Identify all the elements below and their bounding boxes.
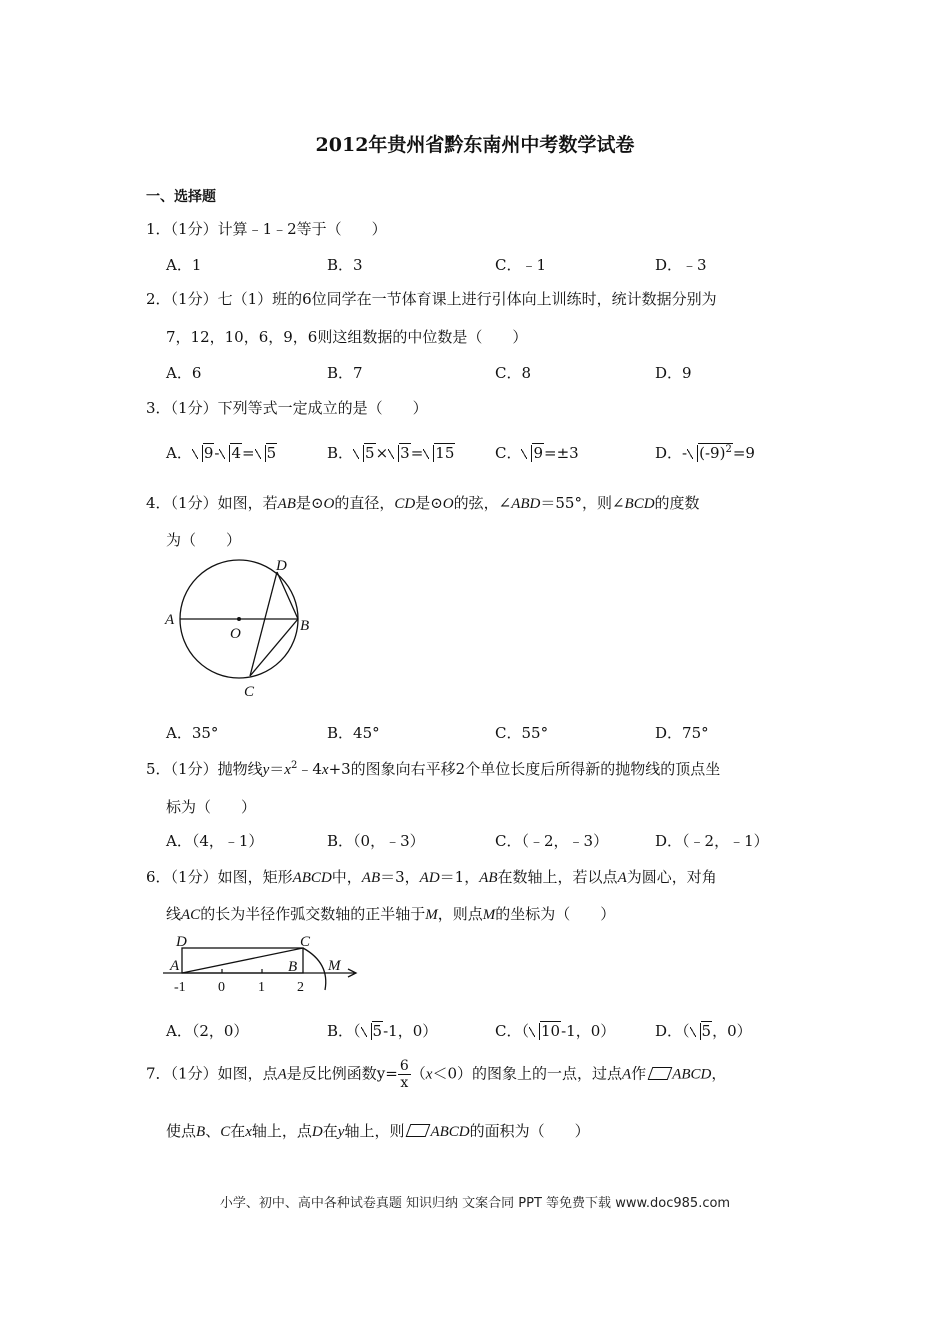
question-score: （1分） <box>170 399 218 417</box>
question-2-line-2: 7，12，10，6，9，6则这组数据的中位数是（ ） <box>166 328 528 346</box>
q1-option-c: C．﹣1 <box>495 256 547 274</box>
question-2 <box>146 288 717 309</box>
label-d: D <box>276 558 287 574</box>
question-6-line-2: 线AC的长为半径作弧交数轴的正半轴于M，则点M的坐标为（ ） <box>166 905 616 923</box>
page-footer: 小学、初中、高中各种试卷真题 知识归纳 文案合同 PPT 等免费下载 www.doc985.com <box>219 1196 731 1211</box>
label-a: A <box>170 958 180 974</box>
question-score: （1分） <box>170 220 218 238</box>
q2-option-a: A．6 <box>166 364 202 382</box>
question-score: （1分） <box>170 290 218 308</box>
label-b: B <box>300 618 310 634</box>
tick-label: 1 <box>258 980 265 995</box>
q2-option-c: C．8 <box>495 364 532 382</box>
q6-option-d: D．（ 5，0） <box>655 1022 752 1040</box>
fraction: $\frac{6}{x}$ <box>399 1058 409 1091</box>
question-7-line-2: 使点B、C在x轴上，点D在y轴上，则 ABCD的面积为（ ） <box>166 1122 590 1140</box>
q2-option-b: B．7 <box>327 364 363 382</box>
arc-cm <box>303 948 326 990</box>
q1-option-a: A．1 <box>166 256 202 274</box>
center-point <box>237 617 241 621</box>
segment-db <box>277 572 298 619</box>
exam-title: 2012年贵州省黔东南州中考数学试卷 <box>315 134 635 156</box>
circle-figure <box>160 552 320 702</box>
q3-option-d: D．- $(-9)^2=9$ <box>655 444 755 462</box>
question-4: 4．（1分）如图，若AB是⊙O的直径，CD是⊙O的弦，∠ABD＝55°，则∠BCD的度数 <box>146 494 700 512</box>
label-c: C <box>300 934 311 950</box>
label-b: B <box>288 959 298 975</box>
q6-option-c: C．（ 10-1，0） <box>495 1022 616 1040</box>
question-7: 7．（1分）如图，点A是反比例函数y= $\frac{6}{x}$ （x＜0）的图象上的一点，过点A作 ABCD， <box>146 1058 727 1091</box>
q1-option-d: D．﹣3 <box>655 256 707 274</box>
question-text: 下列等式一定成立的是（ ） <box>217 399 428 417</box>
label-o: O <box>230 626 241 642</box>
q3-option-a: A． 9- 4= 5 <box>166 444 277 462</box>
question-6: 6．（1分）如图，矩形ABCD中，AB＝3，AD＝1，AB在数轴上，若以点A为圆心，对角 <box>146 868 717 886</box>
q4-option-c: C．55° <box>495 724 549 742</box>
parallelogram-icon <box>648 1067 673 1080</box>
q4-option-a: A．35° <box>166 724 219 742</box>
q3-option-c: C． 9=±3 <box>495 444 579 462</box>
number-line-figure <box>160 928 370 998</box>
q4-option-d: D．75° <box>655 724 709 742</box>
label-c: C <box>244 684 255 700</box>
q6-option-b: B．（ 5-1，0） <box>327 1022 438 1040</box>
tick-label: 2 <box>297 980 304 995</box>
question-5-line-2: 标为（ ） <box>166 798 257 816</box>
label-m: M <box>328 958 341 974</box>
label-a: A <box>165 612 175 628</box>
question-number: 3． <box>146 399 171 417</box>
section-heading: 一、选择题 <box>146 189 216 205</box>
q5-option-a: A．（4，﹣1） <box>166 832 264 850</box>
question-1 <box>146 218 387 239</box>
q6-option-a: A．（2，0） <box>166 1022 249 1040</box>
question-3 <box>146 397 428 418</box>
q3-option-b: B． 5× 3= 15 <box>327 444 455 462</box>
q5-option-d: D．（﹣2，﹣1） <box>655 832 769 850</box>
q5-option-b: B．（0，﹣3） <box>327 832 425 850</box>
tick-label: 0 <box>218 980 225 995</box>
parallelogram-icon <box>406 1124 431 1137</box>
q1-option-b: B．3 <box>327 256 363 274</box>
question-4-line-2: 为（ ） <box>166 531 242 549</box>
label-d: D <box>176 934 187 950</box>
question-number: 1． <box>146 220 171 238</box>
tick-label: -1 <box>174 980 186 995</box>
question-5: 5．（1分）抛物线$y=x^2﹣4x+3$的图象向右平移2个单位长度后所得新的抛物线的顶点坐 <box>146 760 721 778</box>
q5-option-c: C．（﹣2，﹣3） <box>495 832 609 850</box>
question-text: 七（1）班的6位同学在一节体育课上进行引体向上训练时，统计数据分别为 <box>217 290 717 308</box>
question-text: 计算﹣1﹣2等于（ ） <box>217 220 387 238</box>
q2-option-d: D．9 <box>655 364 692 382</box>
q4-option-b: B．45° <box>327 724 380 742</box>
diagonal-ac <box>182 948 303 973</box>
question-number: 2． <box>146 290 171 308</box>
